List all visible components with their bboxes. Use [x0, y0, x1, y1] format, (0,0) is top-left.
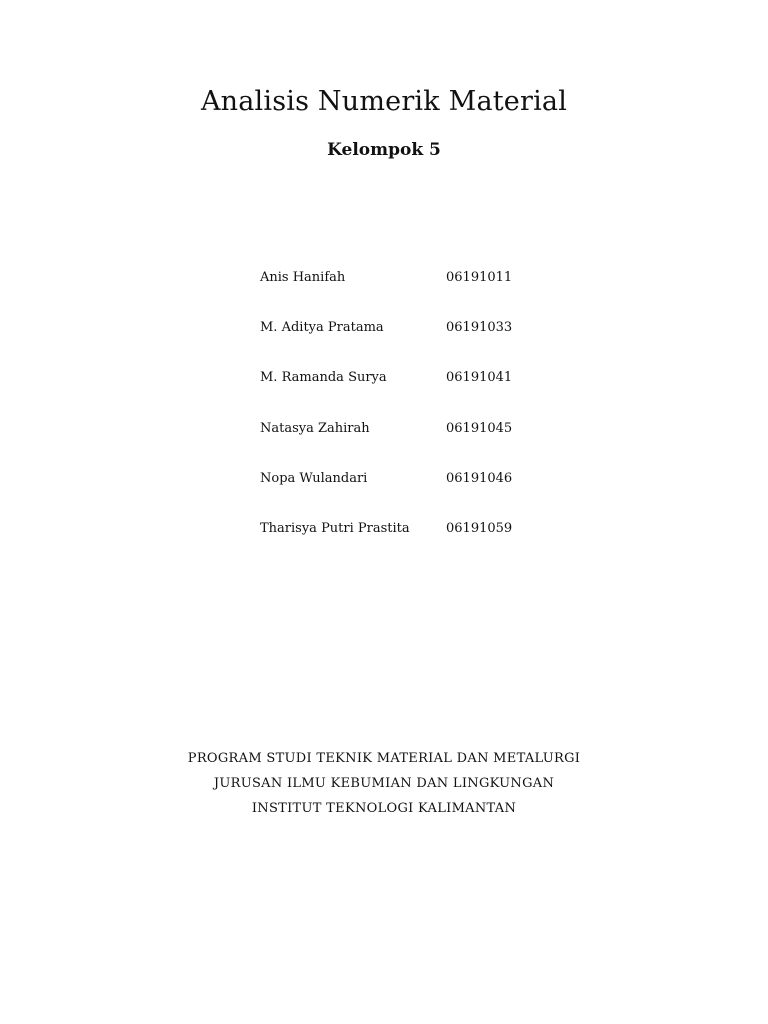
member-name: M. Aditya Pratama: [260, 320, 384, 336]
institution-footer: [0, 749, 768, 824]
document-title: Analisis Numerik Material: [200, 86, 568, 117]
member-row: [260, 421, 580, 471]
member-id: 06191041: [446, 370, 513, 386]
member-id: 06191046: [446, 470, 513, 486]
member-name: M. Ramanda Surya: [260, 370, 387, 386]
member-row: [260, 370, 580, 420]
member-row: [260, 521, 580, 571]
member-id: 06191059: [446, 520, 513, 536]
member-name: Nopa Wulandari: [260, 470, 368, 486]
member-row: [260, 270, 580, 320]
member-name: Natasya Zahirah: [260, 420, 370, 436]
member-id: 06191011: [446, 270, 513, 285]
footer-institute: INSTITUT TEKNOLOGI KALIMANTAN: [251, 801, 517, 816]
member-row: [260, 471, 580, 521]
document-subtitle: Kelompok 5: [327, 140, 441, 160]
member-list: [260, 270, 580, 571]
footer-department: JURUSAN ILMU KEBUMIAN DAN LINGKUNGAN: [213, 776, 555, 791]
member-id: 06191045: [446, 420, 513, 436]
footer-program: PROGRAM STUDI TEKNIK MATERIAL DAN METALURGI: [187, 751, 581, 766]
member-row: [260, 320, 580, 370]
member-id: 06191033: [446, 320, 513, 336]
member-name: Anis Hanifah: [260, 270, 346, 285]
member-name: Tharisya Putri Prastita: [260, 520, 410, 536]
